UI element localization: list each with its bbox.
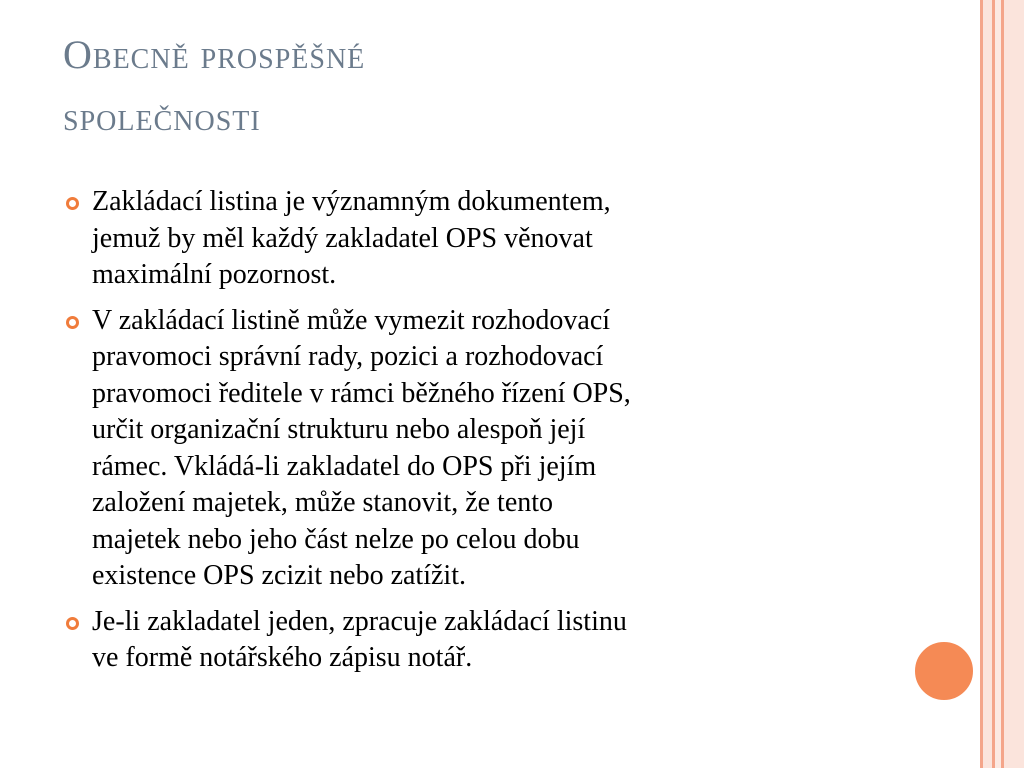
bullet-line: existence OPS zcizit nebo zatížit. [92, 560, 466, 591]
stripe [983, 0, 992, 768]
bullet-list [63, 184, 883, 686]
bullet-line: V zakládací listině může vymezit rozhodovací [92, 304, 611, 336]
bullet-line: Je-li zakladatel jeden, zpracuje zakládací listinu [92, 605, 627, 637]
bullet-text [92, 184, 883, 294]
title-line: společnosti [63, 94, 261, 139]
bullet-circle-icon [66, 197, 79, 210]
bullet-line: pravomoci ředitele v rámci běžného řízení OPS, [92, 377, 631, 409]
bullet-line: pravomoci správní rady, pozici a rozhodovací [92, 341, 604, 372]
bullet-line: maximální pozornost. [92, 259, 337, 290]
bullet-circle-icon [66, 316, 79, 329]
accent-circle [913, 640, 975, 702]
bullet-item [63, 604, 883, 677]
bullet-line: jemuž by měl každý zakladatel OPS věnovat [92, 222, 593, 254]
title-line: Obecně prospěšné [63, 32, 366, 77]
bullet-text [92, 303, 883, 595]
bullet-circle-icon [66, 617, 79, 630]
bullet-line: rámec. Vkládá-li zakladatel do OPS při jejím [92, 450, 597, 482]
bullet-line: majetek nebo jeho část nelze po celou dobu [92, 523, 580, 555]
bullet-text [92, 604, 883, 677]
decorative-stripes [980, 0, 1024, 768]
bullet-item [63, 184, 883, 294]
bullet-line: ve formě notářského zápisu notář. [92, 642, 473, 673]
bullet-line: založení majetek, může stanovit, že tento [92, 487, 554, 518]
bullet-line: určit organizační strukturu nebo alespoň její [92, 414, 586, 445]
bullet-item [63, 303, 883, 595]
bullet-line: Zakládací listina je významným dokumentem, [92, 186, 611, 217]
stripe [1004, 0, 1024, 768]
slide-title [63, 24, 883, 148]
